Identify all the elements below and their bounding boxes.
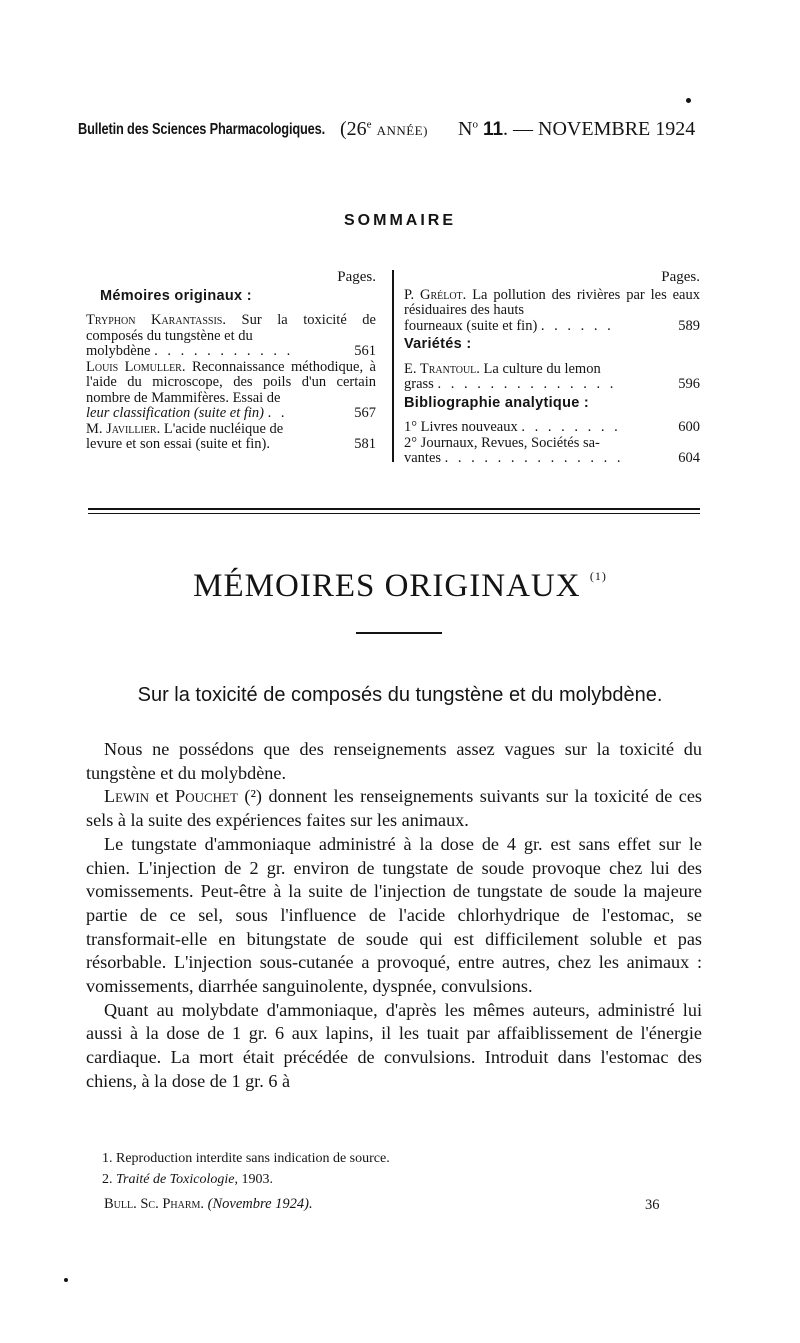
- paragraph: Quant au molybdate d'ammoniaque, d'après les mêmes auteurs, administré lui aussi à la dose de 1 gr. 6 aux lapins, il les tuait par affaiblissement de l'énergie cardiaque. La mort était précédée de convulsions. Introduit dans l'estomac des chiens, à la dose de 1 gr. 6 à: [86, 999, 702, 1091]
- toc-page-number: 600: [678, 419, 700, 435]
- article-title: Sur la toxicité de composés du tungstène et du molybdène.: [137, 684, 663, 706]
- toc-page-number: 596: [678, 376, 700, 392]
- toc-entry: Louis Lomuller. Reconnaissance méthodique, à l'aide du microscope, des poils d'un certain nombre de Mammifères. Essai de leur classification (suite et fin) . . 567: [86, 358, 376, 421]
- toc-entry: P. Grélot. La pollution des rivières par les eaux résiduaires des hauts fourneaux (suite et fin) . . . . . . 589: [404, 286, 700, 334]
- toc-page-number: 561: [354, 343, 376, 359]
- title-rule: [356, 632, 442, 634]
- paragraph: Lewin et Pouchet (²) donnent les renseignements suivants sur la toxicité de ces sels à la suite des expériences faites sur les animaux.: [86, 786, 702, 831]
- toc-entry: M. Javillier. L'acide nucléique de levure et son essai (suite et fin). 581: [86, 420, 376, 452]
- toc-page-number: 604: [678, 450, 700, 466]
- pages-label: Pages.: [337, 269, 376, 285]
- toc-entry: Tryphon Karantassis. Sur la toxicité de composés du tungstène et du molybdène . . . . . . . . . . . 561: [86, 312, 376, 359]
- toc-page-number: 567: [354, 405, 376, 421]
- footnote-1: 1. Reproduction interdite sans indication de source.: [102, 1151, 390, 1166]
- issue-line: $N^o$ 11. — NOVEMBRE 1924: [458, 118, 696, 140]
- sommaire-title: SOMMAIRE: [344, 212, 456, 229]
- section-title: MÉMOIRES ORIGINAUX $^{(1)}$: [193, 568, 607, 604]
- article-body: [86, 738, 702, 1094]
- ink-dot: [686, 98, 691, 103]
- toc-entry: E. Trantoul. La culture du lemon grass . . . . . . . . . . . . . . 596: [404, 360, 700, 392]
- paragraph: Nous ne possédons que des renseignements assez vagues sur la toxicité du tungstène et du molybdène.: [86, 739, 702, 783]
- footer-citation: Bull. Sc. Pharm. (Novembre 1924).: [104, 1196, 313, 1212]
- toc-section-bibliographie: Bibliographie analytique :: [404, 394, 590, 411]
- toc-left-column: [86, 270, 376, 453]
- pages-label: Pages.: [661, 269, 700, 285]
- running-header: [78, 118, 700, 146]
- footnote-2: 2. Traité de Toxicologie, 1903.: [102, 1172, 273, 1187]
- journal-name: Bulletin des Sciences Pharmacologiques.: [78, 121, 325, 138]
- toc-entry: 2° Journaux, Revues, Sociétés sa- vantes . . . . . . . . . . . . . . 604: [404, 434, 700, 466]
- footnote-ref: (1): [589, 569, 607, 583]
- page-number: 36: [645, 1197, 660, 1213]
- toc-page-number: 581: [354, 436, 376, 452]
- paragraph: Le tungstate d'ammoniaque administré à la dose de 4 gr. est sans effet sur le chien. L'injection de 2 gr. environ de tungstate de soude provoque chez lui des vomissements. Peut-être à la suite de l'injection de tungstate de soude la majeure partie de ce sel, sous l'influence de l'acide chlorhydrique de l'estomac, se transformait-elle en bitungstate de soude qui est difficilement soluble et pas résorbable. L'injection sous-cutanée a provoqué, entre autres, chez les animaux : vomissements, diarrhée sanguinolente, dyspnée, convulsions.: [86, 833, 702, 997]
- double-rule-bottom: [88, 513, 700, 514]
- column-divider: [392, 270, 394, 462]
- toc-section-memoires: Mémoires originaux :: [100, 287, 252, 304]
- toc-section-varietes: Variétés :: [404, 336, 472, 352]
- toc-page-number: 589: [678, 317, 700, 334]
- toc-entry: 1° Livres nouveaux . . . . . . . . 600: [404, 419, 700, 435]
- toc-right-column: [404, 270, 700, 467]
- ink-dot: [64, 1278, 68, 1282]
- double-rule-top: [88, 508, 700, 510]
- journal-year: (26e ANNÉE): [340, 118, 428, 140]
